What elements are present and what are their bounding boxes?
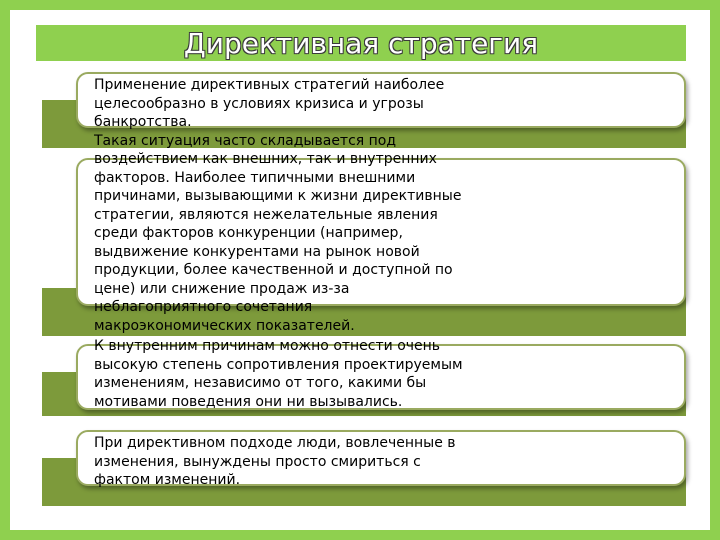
text-block-2: К внутренним причинам можно отнести очень высокую степень сопротивления проектируемым изменениям, независимо от того, какими бы мотивами поведения они ни вызывались. — [94, 338, 463, 410]
slide-title: Директивная стратегия — [183, 27, 539, 60]
text-block-1: Применение директивных стратегий наиболее целесообразно в условиях кризиса и угрозы банкротства. Такая ситуация часто складывается под воздействием как внешних, так и внутренних факторов. Наиболее типичными внешними причинами, вызывающими к жизни директивные стратегии, являются нежелательные явления среди факторов конкуренции (например, выдвижение конкурентами на рынок новой продукции, более качественной и доступной по цене) или снижение продаж из-за неблагоприятного сочетания макроэкономических показателей. — [94, 77, 462, 334]
text-block-3: При директивном подходе люди, вовлеченные в изменения, вынуждены просто смириться с фактом изменений. — [94, 435, 456, 488]
